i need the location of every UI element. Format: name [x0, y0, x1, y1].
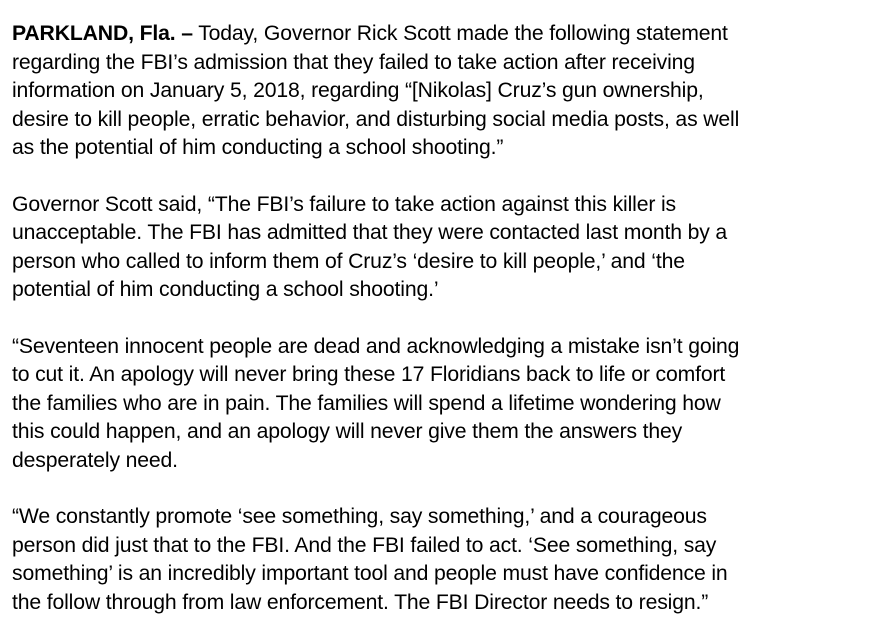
paragraph-3	[12, 333, 857, 476]
paragraph-3-line-2: to cut it. An apology will never bring these 17 Floridians back to life or comfort	[12, 363, 726, 386]
paragraph-3-line-1: “Seventeen innocent people are dead and acknowledging a mistake isn’t going	[12, 334, 740, 358]
paragraph-3-line-4: this could happen, and an apology will never give them the answers they	[12, 420, 683, 443]
paragraph-1-line-2: regarding the FBI’s admission that they failed to take action after receiving	[12, 50, 695, 74]
paragraph-3-line-3: the families who are in pain. The families will spend a lifetime wondering how	[12, 391, 721, 415]
paragraph-1-line-1-text: Today, Governor Rick Scott made the following statement	[192, 22, 728, 45]
paragraph-4-line-1: “We constantly promote ‘see something, say something,’ and a courageous	[12, 505, 707, 528]
paragraph-4-line-2: person did just that to the FBI. And the FBI failed to act. ‘See something, say	[12, 533, 717, 557]
paragraph-1-line-5: as the potential of him conducting a school shooting.”	[12, 136, 504, 159]
paragraph-4-line-4: the follow through from law enforcement. The FBI Director needs to resign.”	[12, 590, 709, 614]
paragraph-1-line-4: desire to kill people, erratic behavior, and disturbing social media posts, as well	[12, 107, 740, 131]
dateline: PARKLAND, Fla. –	[12, 22, 193, 45]
paragraph-2-line-3: person who called to inform them of Cruz’s ‘desire to kill people,’ and ‘the	[12, 249, 685, 273]
paragraph-1-line-1	[12, 20, 857, 49]
paragraph-2	[12, 191, 857, 305]
paragraph-4	[12, 503, 857, 617]
paragraph-2-line-2: unacceptable. The FBI has admitted that they were contacted last month by a	[12, 221, 728, 244]
paragraph-2-line-4: potential of him conducting a school shooting.’	[12, 278, 439, 301]
paragraph-2-line-1: Governor Scott said, “The FBI’s failure to take action against this killer is	[12, 192, 676, 216]
paragraph-1-line-3: information on January 5, 2018, regarding “[Nikolas] Cruz’s gun ownership,	[12, 79, 704, 102]
paragraph-4-line-3: something’ is an incredibly important tool and people must have confidence in	[12, 562, 728, 585]
paragraph-1	[12, 20, 857, 163]
paragraph-3-line-5: desperately need.	[12, 448, 178, 472]
